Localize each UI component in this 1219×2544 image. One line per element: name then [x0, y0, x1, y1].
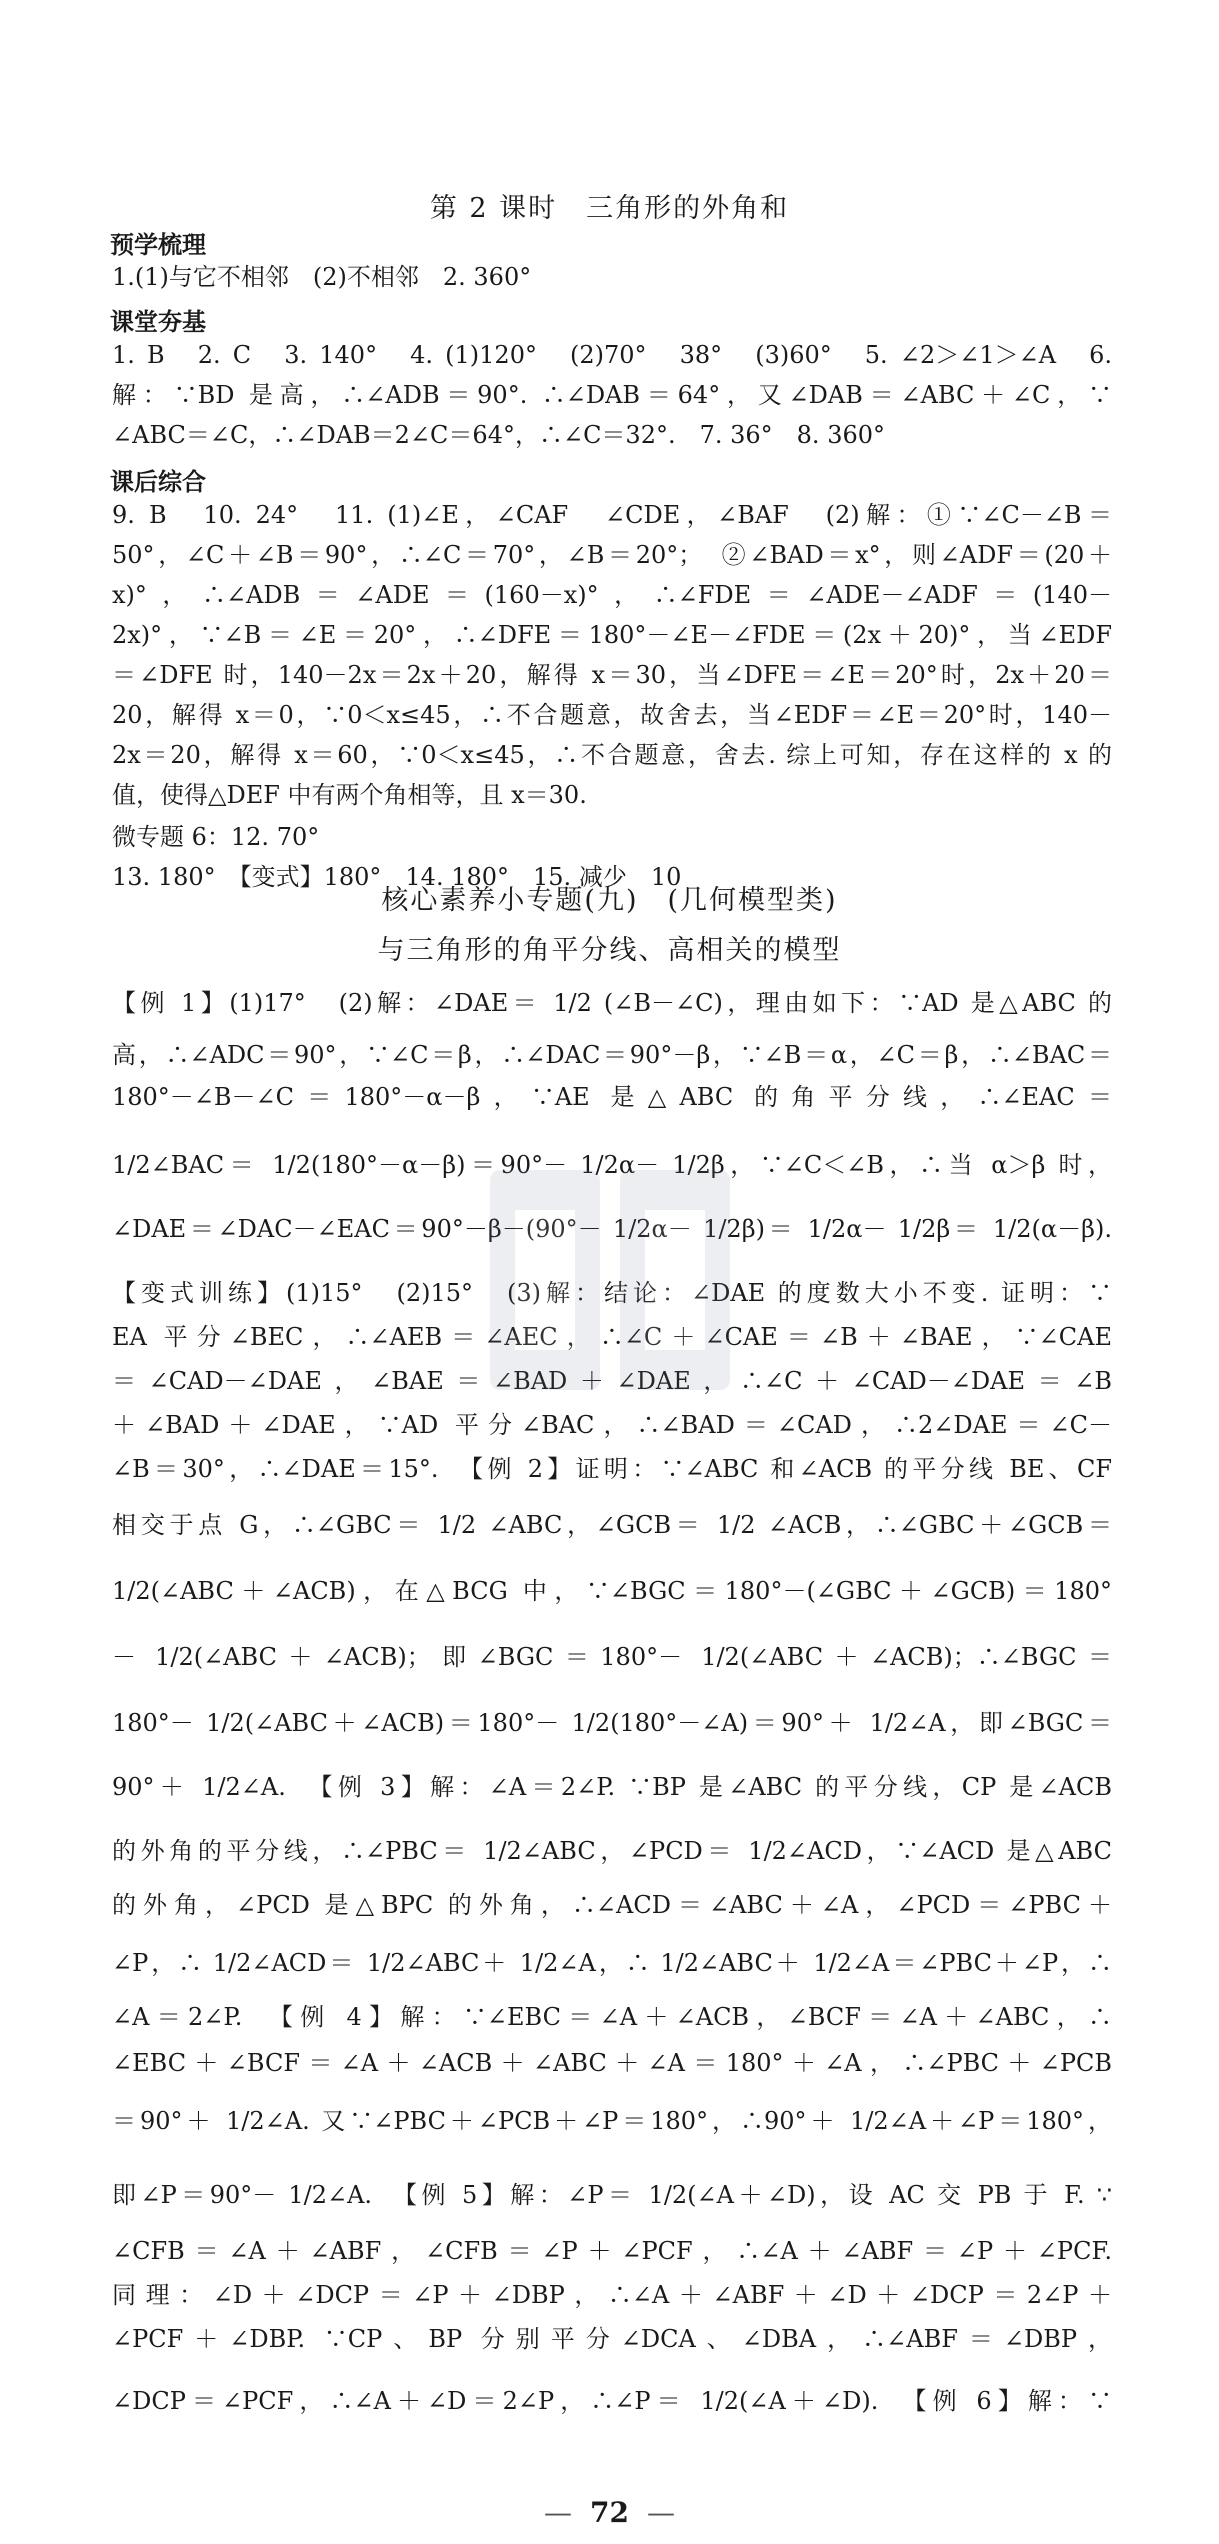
- special-topic-subtitle: 与三角形的角平分线、高相关的模型: [377, 935, 842, 966]
- section-heading-classwork: 课堂夯基: [110, 307, 206, 336]
- text-line: 1.(1)与它不相邻 (2)不相邻 2. 360°: [112, 263, 532, 291]
- text-line: ∠EBC＋∠BCF＝∠A＋∠ACB＋∠ABC＋∠A＝180°＋∠A，∴∠PBC＋∠PCB: [112, 2049, 1112, 2077]
- text-line: 1/2∠BAC＝ 1/2(180°－α－β)＝90°－ 1/2α－ 1/2β，∵∠C＜∠B，∴当 α＞β 时，: [112, 1151, 1112, 1179]
- lesson-title: 第 2 课时 三角形的外角和: [429, 193, 790, 224]
- text-line: ∠P，∴ 1/2∠ACD＝ 1/2∠ABC＋ 1/2∠A，∴ 1/2∠ABC＋ 1/2∠A＝∠PBC＋∠P，∴: [112, 1949, 1112, 1977]
- text-line: 13. 180° 【变式】180° 14. 180° 15. 减少 10: [112, 863, 682, 891]
- text-line: 相交于点 G，∴∠GBC＝ 1/2 ∠ABC，∠GCB＝ 1/2 ∠ACB，∴∠GBC＋∠GCB＝: [112, 1511, 1112, 1539]
- text-line: 9. B 10. 24° 11. (1)∠E，∠CAF ∠CDE，∠BAF (2)解：①∵∠C－∠B＝: [112, 501, 1112, 529]
- page-number-value: 72: [590, 2496, 629, 2529]
- text-line: 的外角，∠PCD 是△BPC 的外角，∴∠ACD＝∠ABC＋∠A，∠PCD＝∠PBC＋: [112, 1891, 1112, 1919]
- text-line: ∠DAE＝∠DAC－∠EAC＝90°－β－(90°－ 1/2α－ 1/2β)＝ 1/2α－ 1/2β＝ 1/2(α－β).: [112, 1215, 1112, 1243]
- text-line: x)°，∴∠ADB＝∠ADE＝(160－x)°，∴∠FDE＝∠ADE－∠ADF＝(140－: [112, 581, 1112, 609]
- text-line: 【例 1】(1)17° (2)解：∠DAE＝ 1/2 (∠B－∠C)，理由如下：∵AD 是△ABC 的: [112, 989, 1112, 1017]
- text-line: 同理：∠D＋∠DCP＝∠P＋∠DBP，∴∠A＋∠ABF＋∠D＋∠DCP＝2∠P＋: [112, 2281, 1112, 2309]
- text-line: 即∠P＝90°－ 1/2∠A. 【例 5】解：∠P＝ 1/2(∠A＋∠D)，设 AC 交 PB 于 F. ∵: [112, 2181, 1112, 2209]
- text-line: 的外角的平分线，∴∠PBC＝ 1/2∠ABC，∠PCD＝ 1/2∠ACD，∵∠ACD 是△ABC: [112, 1837, 1112, 1865]
- text-line: 高，∴∠ADC＝90°，∵∠C＝β，∴∠DAC＝90°－β，∵∠B＝α，∠C＝β，∴∠BAC＝: [112, 1041, 1112, 1069]
- text-line: 解：∵BD 是高，∴∠ADB＝90°. ∴∠DAB＝64°，又∠DAB＝∠ABC＋∠C，∵: [112, 381, 1112, 409]
- text-line: 值，使得△DEF 中有两个角相等，且 x＝30.: [112, 781, 587, 809]
- text-line: － 1/2(∠ABC＋∠ACB)；即∠BGC＝180°－ 1/2(∠ABC＋∠ACB)；∴∠BGC＝: [112, 1643, 1112, 1671]
- special-topic-title: 核心素养小专题(九) (几何模型类): [381, 885, 838, 916]
- text-line: ＝∠DFE 时，140－2x＝2x＋20，解得 x＝30，当∠DFE＝∠E＝20°时，2x＋20＝: [112, 661, 1112, 689]
- text-line: 20，解得 x＝0，∵0＜x≤45，∴不合题意，故舍去，当∠EDF＝∠E＝20°时，140－: [112, 701, 1112, 729]
- text-line: 微专题 6：12. 70°: [112, 823, 320, 851]
- text-line: EA 平分∠BEC，∴∠AEB＝∠AEC，∴∠C＋∠CAE＝∠B＋∠BAE，∵∠CAE: [112, 1323, 1112, 1351]
- section-heading-preview: 预学梳理: [110, 230, 206, 259]
- text-line: ∠B＝30°，∴∠DAE＝15°. 【例 2】证明：∵∠ABC 和∠ACB 的平分线 BE、CF: [112, 1455, 1112, 1483]
- text-line: ＋∠BAD＋∠DAE，∵AD 平分∠BAC，∴∠BAD＝∠CAD，∴2∠DAE＝∠C－: [112, 1411, 1112, 1439]
- section-heading-after-class: 课后综合: [110, 467, 206, 496]
- text-line: 2x＝20，解得 x＝60，∵0＜x≤45，∴不合题意，舍去. 综上可知，存在这样的 x 的: [112, 741, 1112, 769]
- text-line: 2x)°，∵∠B＝∠E＝20°，∴∠DFE＝180°－∠E－∠FDE＝(2x＋20)°，当∠EDF: [112, 621, 1112, 649]
- text-line: 50°，∠C＋∠B＝90°，∴∠C＝70°，∠B＝20°； ②∠BAD＝x°，则∠ADF＝(20＋: [112, 541, 1112, 569]
- text-line: ∠DCP＝∠PCF，∴∠A＋∠D＝2∠P，∴∠P＝ 1/2(∠A＋∠D). 【例 6】解：∵: [112, 2387, 1112, 2415]
- text-line: ∠PCF＋∠DBP. ∵CP、BP 分别平分∠DCA、∠DBA，∴∠ABF＝∠DBP，: [112, 2325, 1112, 2353]
- text-line: 1/2(∠ABC＋∠ACB)，在△BCG 中，∵∠BGC＝180°－(∠GBC＋∠GCB)＝180°: [112, 1577, 1112, 1605]
- text-line: ＝∠CAD－∠DAE，∠BAE＝∠BAD＋∠DAE，∴∠C＋∠CAD－∠DAE＝∠B: [112, 1367, 1112, 1395]
- text-line: 【变式训练】(1)15° (2)15° (3)解：结论：∠DAE 的度数大小不变. 证明：∵: [112, 1279, 1112, 1307]
- watermark-logo-icon: [470, 1150, 750, 1410]
- page-number-dash-left: —: [544, 2496, 573, 2529]
- text-line: 180°－∠B－∠C＝180°－α－β，∵AE 是△ABC 的角平分线，∴∠EAC＝: [112, 1083, 1112, 1111]
- text-line: ∠CFB＝∠A＋∠ABF，∠CFB＝∠P＋∠PCF，∴∠A＋∠ABF＝∠P＋∠PCF.: [112, 2237, 1112, 2265]
- text-line: ＝90°＋ 1/2∠A. 又∵∠PBC＋∠PCB＋∠P＝180°，∴90°＋ 1/2∠A＋∠P＝180°，: [112, 2107, 1112, 2135]
- text-line: 90°＋ 1/2∠A. 【例 3】解：∠A＝2∠P. ∵BP 是∠ABC 的平分线，CP 是∠ACB: [112, 1773, 1112, 1801]
- text-line: 1. B 2. C 3. 140° 4. (1)120° (2)70° 38° (3)60° 5. ∠2＞∠1＞∠A 6.: [112, 341, 1112, 369]
- page-number-dash-right: —: [646, 2496, 675, 2529]
- text-line: ∠A＝2∠P. 【例 4】解：∵∠EBC＝∠A＋∠ACB，∠BCF＝∠A＋∠ABC，∴: [112, 2003, 1112, 2031]
- text-line: 180°－ 1/2(∠ABC＋∠ACB)＝180°－ 1/2(180°－∠A)＝90°＋ 1/2∠A，即∠BGC＝: [112, 1709, 1112, 1737]
- text-line: ∠ABC＝∠C，∴∠DAB＝2∠C＝64°，∴∠C＝32°. 7. 36° 8. 360°: [112, 421, 886, 449]
- page-number: [0, 2496, 1219, 2529]
